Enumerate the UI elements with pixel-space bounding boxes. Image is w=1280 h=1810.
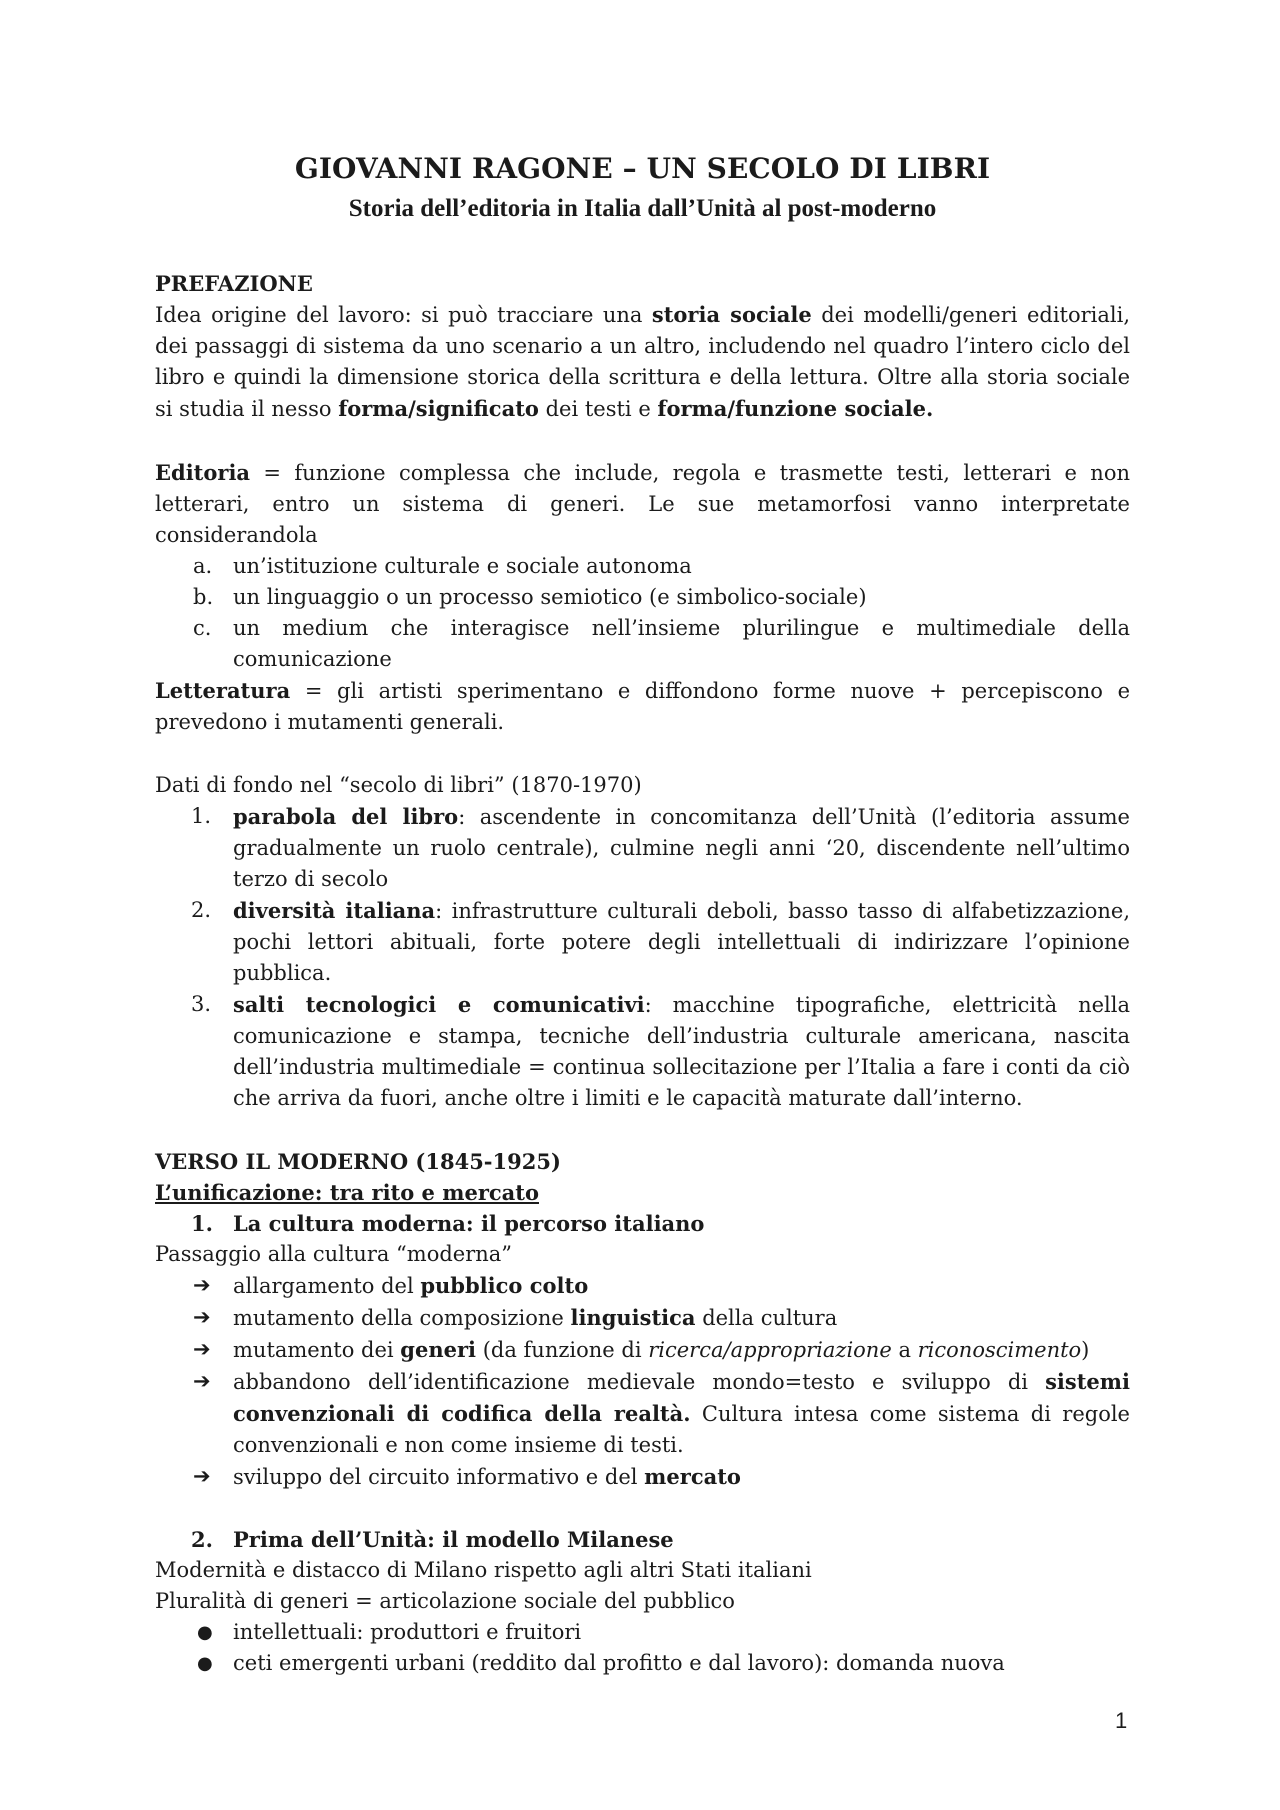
prefazione-paragraph [155, 299, 1130, 425]
bullet-list [155, 1617, 1130, 1679]
arrow-icon: ➔ [193, 1464, 211, 1488]
bullet-icon: ● [197, 1653, 213, 1674]
dati-intro: Dati di fondo nel “secolo di libri” (1870-1970) [155, 773, 642, 797]
text-run: mutamento della composizione [233, 1306, 571, 1330]
list-item-term: salti tecnologici e comunicativi [233, 992, 645, 1017]
text-run: a [891, 1338, 918, 1362]
text-run: sviluppo del circuito informativo e del [233, 1465, 645, 1489]
list-item-text: un’istituzione culturale e sociale autonoma [233, 554, 692, 578]
list-marker: a. [193, 554, 213, 578]
document-title: GIOVANNI RAGONE – UN SECOLO DI LIBRI [294, 152, 991, 185]
list-item [155, 1461, 1130, 1493]
list-item-text: ceti emergenti urbani (reddito dal profitto e dal lavoro): domanda nuova [233, 1651, 1005, 1675]
subsection-2-line: Modernità e distacco di Milano rispetto agli altri Stati italiani [155, 1558, 812, 1582]
editoria-definition [155, 457, 1130, 551]
list-marker: 1. [191, 1211, 213, 1236]
text-run: = funzione complessa che include, regola e trasmette testi, letterari e non letterari, entro un sistema di generi. Le sue metamorfosi vanno interpretate considerandola [155, 461, 1130, 547]
arrow-icon: ➔ [193, 1273, 211, 1297]
subsection-2-title [155, 1524, 1130, 1555]
page-number: 1 [1115, 1708, 1128, 1733]
text-run: (da funzione di [476, 1338, 649, 1362]
document-subtitle: Storia dell’editoria in Italia dall’Unità al post-moderno [348, 195, 937, 222]
bold-run: linguistica [570, 1305, 696, 1330]
subsection-title-text: La cultura moderna: il percorso italiano [233, 1211, 705, 1236]
list-item [155, 551, 1130, 582]
bullet-icon: ● [197, 1622, 213, 1643]
text-run: = gli artisti sperimentano e diffondono forme nuove + percepiscono e prevedono i mutamenti generali. [155, 679, 1130, 734]
prefazione-heading: PREFAZIONE [155, 271, 313, 296]
list-marker: c. [193, 616, 212, 640]
bold-run: forma/significato [338, 396, 539, 421]
subsection-title-text: Prima dell’Unità: il modello Milanese [233, 1527, 674, 1552]
arrow-icon: ➔ [193, 1305, 211, 1329]
list-marker: b. [193, 585, 214, 609]
bold-run: storia sociale [651, 302, 812, 327]
list-item-text: : ascendente in concomitanza dell’Unità (l’editoria assume gradualmente un ruolo centrale), culmine negli anni ‘20, discendente nell’ultimo terzo di secolo [233, 805, 1130, 891]
dati-list [155, 801, 1130, 1114]
bold-run: generi [400, 1337, 477, 1362]
letteratura-definition [155, 675, 1130, 738]
verso-heading: VERSO IL MODERNO (1845-1925) [155, 1149, 561, 1174]
text-run: dei testi e [538, 397, 658, 421]
list-item [155, 801, 1130, 895]
bold-run: forma/funzione sociale. [657, 396, 934, 421]
list-marker: 1. [191, 804, 212, 828]
verso-subheading: L’unificazione: tra rito e mercato [155, 1180, 539, 1205]
list-item [155, 1270, 1130, 1302]
list-item [155, 1648, 1130, 1679]
list-item [155, 895, 1130, 989]
list-item-text: : infrastrutture culturali deboli, basso tasso di alfabetizzazione, pochi lettori abituali, forte potere degli intellettuali di indirizzare l’opinione pubblica. [233, 899, 1130, 985]
list-item [155, 1366, 1130, 1461]
arrow-icon: ➔ [193, 1369, 211, 1393]
bold-run: pubblico colto [420, 1273, 589, 1298]
list-item-term: diversità italiana [233, 898, 436, 923]
text-run: abbandono dell’identificazione medievale mondo=testo e sviluppo di [233, 1370, 1046, 1394]
list-item [155, 613, 1130, 675]
bold-run: mercato [644, 1464, 741, 1489]
list-item [155, 989, 1130, 1114]
editoria-list [155, 551, 1130, 675]
list-item-text: un linguaggio o un processo semiotico (e simbolico-sociale) [233, 585, 867, 609]
list-item [155, 1334, 1130, 1366]
verso-section [155, 1146, 1130, 1679]
text-run: ) [1081, 1338, 1090, 1362]
text-run: allargamento del [233, 1274, 421, 1298]
italic-run: ricerca/appropriazione [648, 1338, 892, 1362]
italic-run: riconoscimento [917, 1338, 1082, 1362]
text-run: Idea origine del lavoro: si può tracciare una [155, 303, 652, 327]
list-item [155, 582, 1130, 613]
list-item [155, 1302, 1130, 1334]
list-marker: 2. [191, 898, 212, 922]
arrow-list [155, 1270, 1130, 1493]
list-marker: 3. [191, 992, 212, 1016]
subsection-1-title [155, 1208, 1130, 1239]
list-item-text: : macchine tipografiche, elettricità nella comunicazione e stampa, tecniche dell’industria culturale americana, nascita dell’industria multimediale = continua sollecitazione per l’Italia a fare i conti da ciò che arriva da fuori, anche oltre i limiti e le capacità maturate dall’interno. [233, 993, 1130, 1110]
bold-run: sistemi convenzionali di codifica della realtà. [233, 1369, 1130, 1426]
text-run: della cultura [695, 1306, 838, 1330]
list-item-text: intellettuali: produttori e fruitori [233, 1620, 582, 1644]
list-item-term: parabola del libro [233, 804, 459, 829]
editoria-term: Editoria [155, 460, 251, 485]
text-run: mutamento dei [233, 1338, 401, 1362]
list-item [155, 1617, 1130, 1648]
letteratura-term: Letteratura [155, 678, 291, 703]
arrow-icon: ➔ [193, 1337, 211, 1361]
subsection-2-line: Pluralità di generi = articolazione sociale del pubblico [155, 1589, 735, 1613]
text-run: Cultura intesa come sistema di regole convenzionali e non come insieme di testi. [233, 1402, 1130, 1457]
subsection-1-intro: Passaggio alla cultura “moderna” [155, 1242, 513, 1266]
text-run: dei modelli/generi editoriali, dei passaggi di sistema da uno scenario a un altro, includendo nel quadro l’intero ciclo del libro e quindi la dimensione storica della scrittura e della lettura. Oltre alla storia sociale si studia il nesso [155, 303, 1130, 421]
list-item-text: un medium che interagisce nell’insieme plurilingue e multimediale della comunicazione [233, 616, 1130, 671]
document-page [155, 150, 1130, 1679]
list-marker: 2. [191, 1527, 213, 1552]
prefazione-section [155, 268, 1130, 1114]
